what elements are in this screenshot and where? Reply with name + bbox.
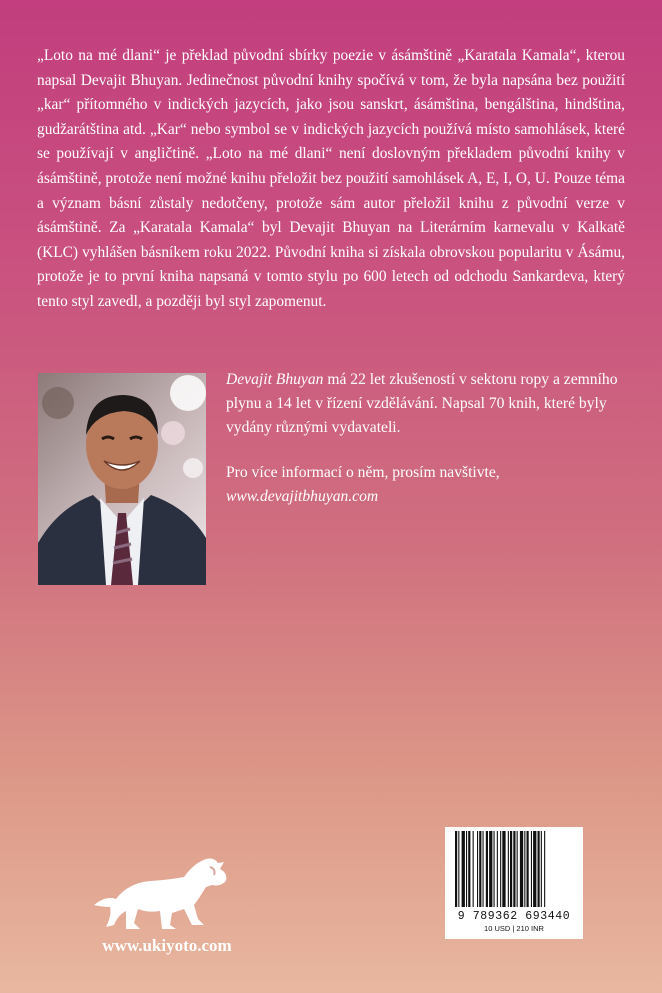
isbn-digits: 9 789362 693440 <box>457 910 571 923</box>
tiger-icon <box>88 853 238 938</box>
blurb-paragraph: „Loto na mé dlani“ je překlad původní sbírky poezie v ásámštině „Karatala Kamala“, kterou napsal Devajit Bhuyan. Jedinečnost původní knihy spočívá v tom, že byla napsána bez použití „kar“ přítomného v indických jazycích, jako jsou sanskrt, ásámština, bengálština, hindština, gudžarátština atd. „Kar“ nebo symbol se v indických jazycích používá místo samohlásek, které se používají v angličtině. „Loto na mé dlani“ není doslovným překladem původní knihy v ásámštině, protože není možné knihu přeložit bez použití samohlásek A, E, I, O, U. Pouze téma a význam básní zůstaly nedotčeny, protože sám autor přeložil knihu z původní verze v ásámštině. Za „Karatala Kamala“ byl Devajit Bhuyan na Literárním karnevalu v Kalkatě (KLC) vyhlášen básníkem roku 2022. Původní kniha si získala obrovskou popularitu v Ásámu, protože je to první kniha napsaná v tomto stylu po 600 letech od odchodu Sankardeva, který tento styl zavedl, a později byl styl zapomenut. <box>37 47 625 310</box>
author-name: Devajit Bhuyan <box>226 371 324 388</box>
bio-paragraph <box>226 368 634 439</box>
isbn-barcode <box>445 827 583 939</box>
price-label: 10 USD | 210 INR <box>484 924 544 933</box>
barcode-bars <box>445 827 583 909</box>
bio-text: má 22 let zkušeností v sektoru ropy a zemního plynu a 14 let v řízení vzdělávání. Napsal 70 knih, které byly vydány různými vydavateli. <box>226 371 618 436</box>
more-info-text: Pro více informací o něm, prosím navštivte, <box>226 464 500 482</box>
author-website-link[interactable]: www.devajitbhuyan.com <box>226 488 379 506</box>
more-info <box>226 461 634 509</box>
back-cover-blurb <box>37 44 625 315</box>
author-photo <box>38 373 206 585</box>
publisher-website[interactable]: www.ukiyoto.com <box>102 936 232 955</box>
author-bio <box>226 368 634 509</box>
